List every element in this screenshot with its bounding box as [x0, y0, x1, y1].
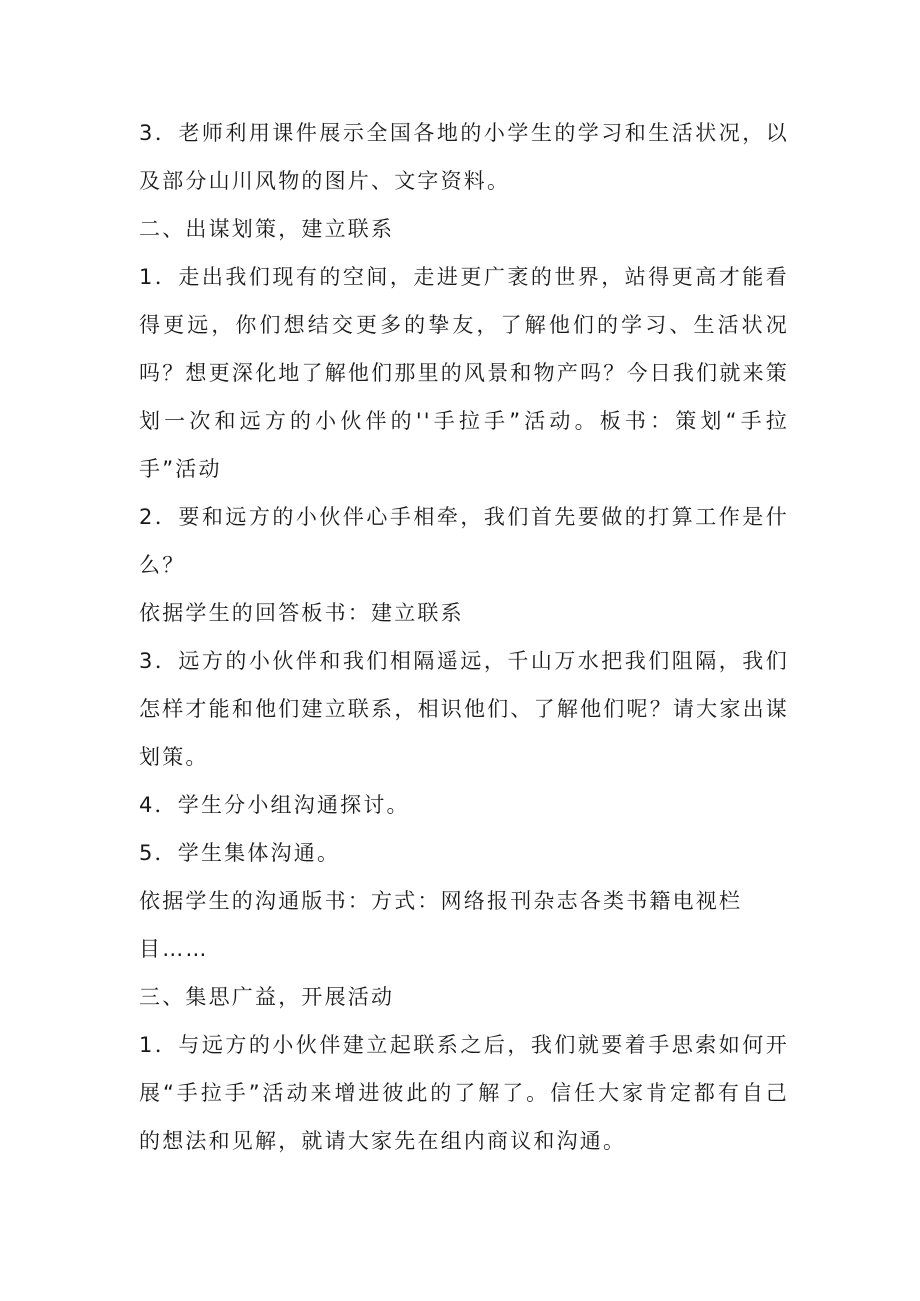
paragraph-step-3-ideas: 3．远方的小伙伴和我们相隔遥远，千山万水把我们阻隔，我们怎样才能和他们建立联系，相识他们、了解他们呢？请大家出谋划策。: [139, 649, 789, 769]
paragraph-step-4-group: 4．学生分小组沟通探讨。: [139, 793, 410, 817]
paragraph-step-5-collective: 5．学生集体沟通。: [139, 841, 341, 865]
paragraph-board-contact: 依据学生的回答板书：建立联系: [139, 601, 464, 625]
paragraph-step-1-explore: 1．走出我们现有的空间，走进更广袤的世界，站得更高才能看得更远，你们想结交更多的挚友，了解他们的学习、生活状况吗？想更深化地了解他们那里的风景和物产吗？今日我们就来策划一次和远方的小伙伴的''手拉手”活动。板书：策划“手拉手”活动: [139, 265, 789, 481]
paragraph-step-3-courseware: 3．老师利用课件展示全国各地的小学生的学习和生活状况，以及部分山川风物的图片、文字资料。: [139, 121, 789, 193]
paragraph-board-methods-cont: 目……: [139, 937, 209, 961]
paragraph-step-2-prepare: 2．要和远方的小伙伴心手相牵，我们首先要做的打算工作是什么？: [139, 505, 789, 577]
paragraph-step-1-activity: 1．与远方的小伙伴建立起联系之后，我们就要着手思索如何开展“手拉手”活动来增进彼此的了解了。信任大家肯定都有自己的想法和见解，就请大家先在组内商议和沟通。: [139, 1033, 789, 1153]
paragraph-board-methods: 依据学生的沟通版书：方式：网络报刊杂志各类书籍电视栏: [139, 889, 743, 913]
document-body: [139, 109, 789, 1165]
section-heading-2: 二、出谋划策，建立联系: [139, 217, 395, 241]
section-heading-3: 三、集思广益，开展活动: [139, 985, 395, 1009]
